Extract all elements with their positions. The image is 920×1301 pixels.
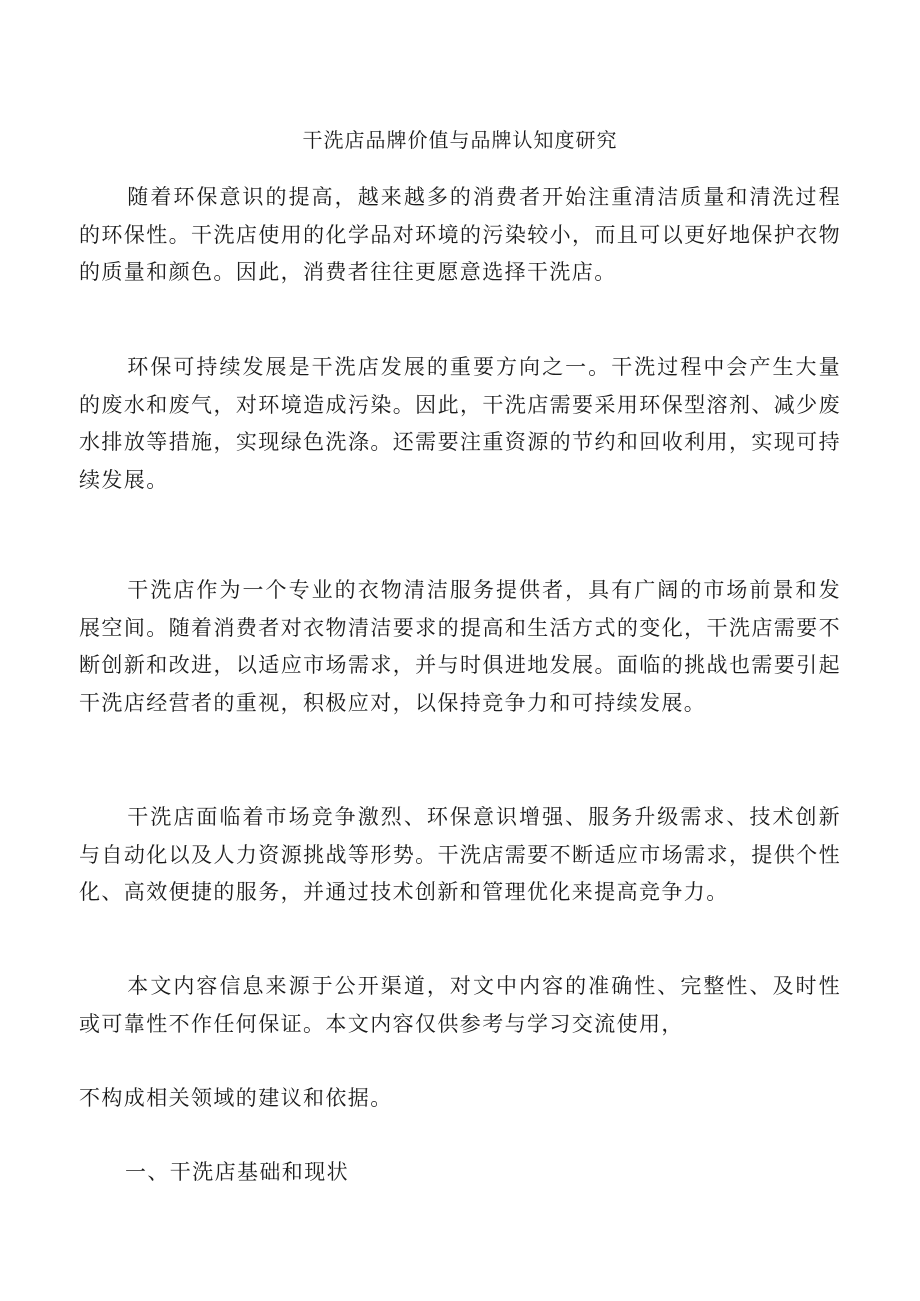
paragraph-disclaimer: 本文内容信息来源于公开渠道，对文中内容的准确性、完整性、及时性或可靠性不作任何保证。本文内容仅供参考与学习交流使用， (79, 974, 841, 1036)
paragraph-environmental-awareness: 随着环保意识的提高，越来越多的消费者开始注重清洁质量和清洗过程的环保性。干洗店使用的化学品对环境的污染较小，而且可以更好地保护衣物的质量和颜色。因此，消费者往往更愿意选择干洗店。 (79, 185, 841, 284)
paragraph-challenges: 干洗店面临着市场竞争激烈、环保意识增强、服务升级需求、技术创新与自动化以及人力资源挑战等形势。干洗店需要不断适应市场需求，提供个性化、高效便捷的服务，并通过技术创新和管理优化来提高竞争力。 (79, 805, 841, 904)
paragraph-market-prospects: 干洗店作为一个专业的衣物清洁服务提供者，具有广阔的市场前景和发展空间。随着消费者对衣物清洁要求的提高和生活方式的变化，干洗店需要不断创新和改进，以适应市场需求，并与时俱进地发展。面临的挑战也需要引起干洗店经营者的重视，积极应对，以保持竞争力和可持续发展。 (79, 578, 841, 715)
paragraph-sustainable-development: 环保可持续发展是干洗店发展的重要方向之一。干洗过程中会产生大量的废水和废气，对环境造成污染。因此，干洗店需要采用环保型溶剂、减少废水排放等措施，实现绿色洗涤。还需要注重资源的节约和回收利用，实现可持续发展。 (79, 355, 841, 492)
section-heading: 一、干洗店基础和现状 (125, 1160, 349, 1184)
document-title: 干洗店品牌价值与品牌认知度研究 (302, 128, 618, 152)
paragraph-disclaimer-continued: 不构成相关领域的建议和依据。 (79, 1086, 393, 1110)
